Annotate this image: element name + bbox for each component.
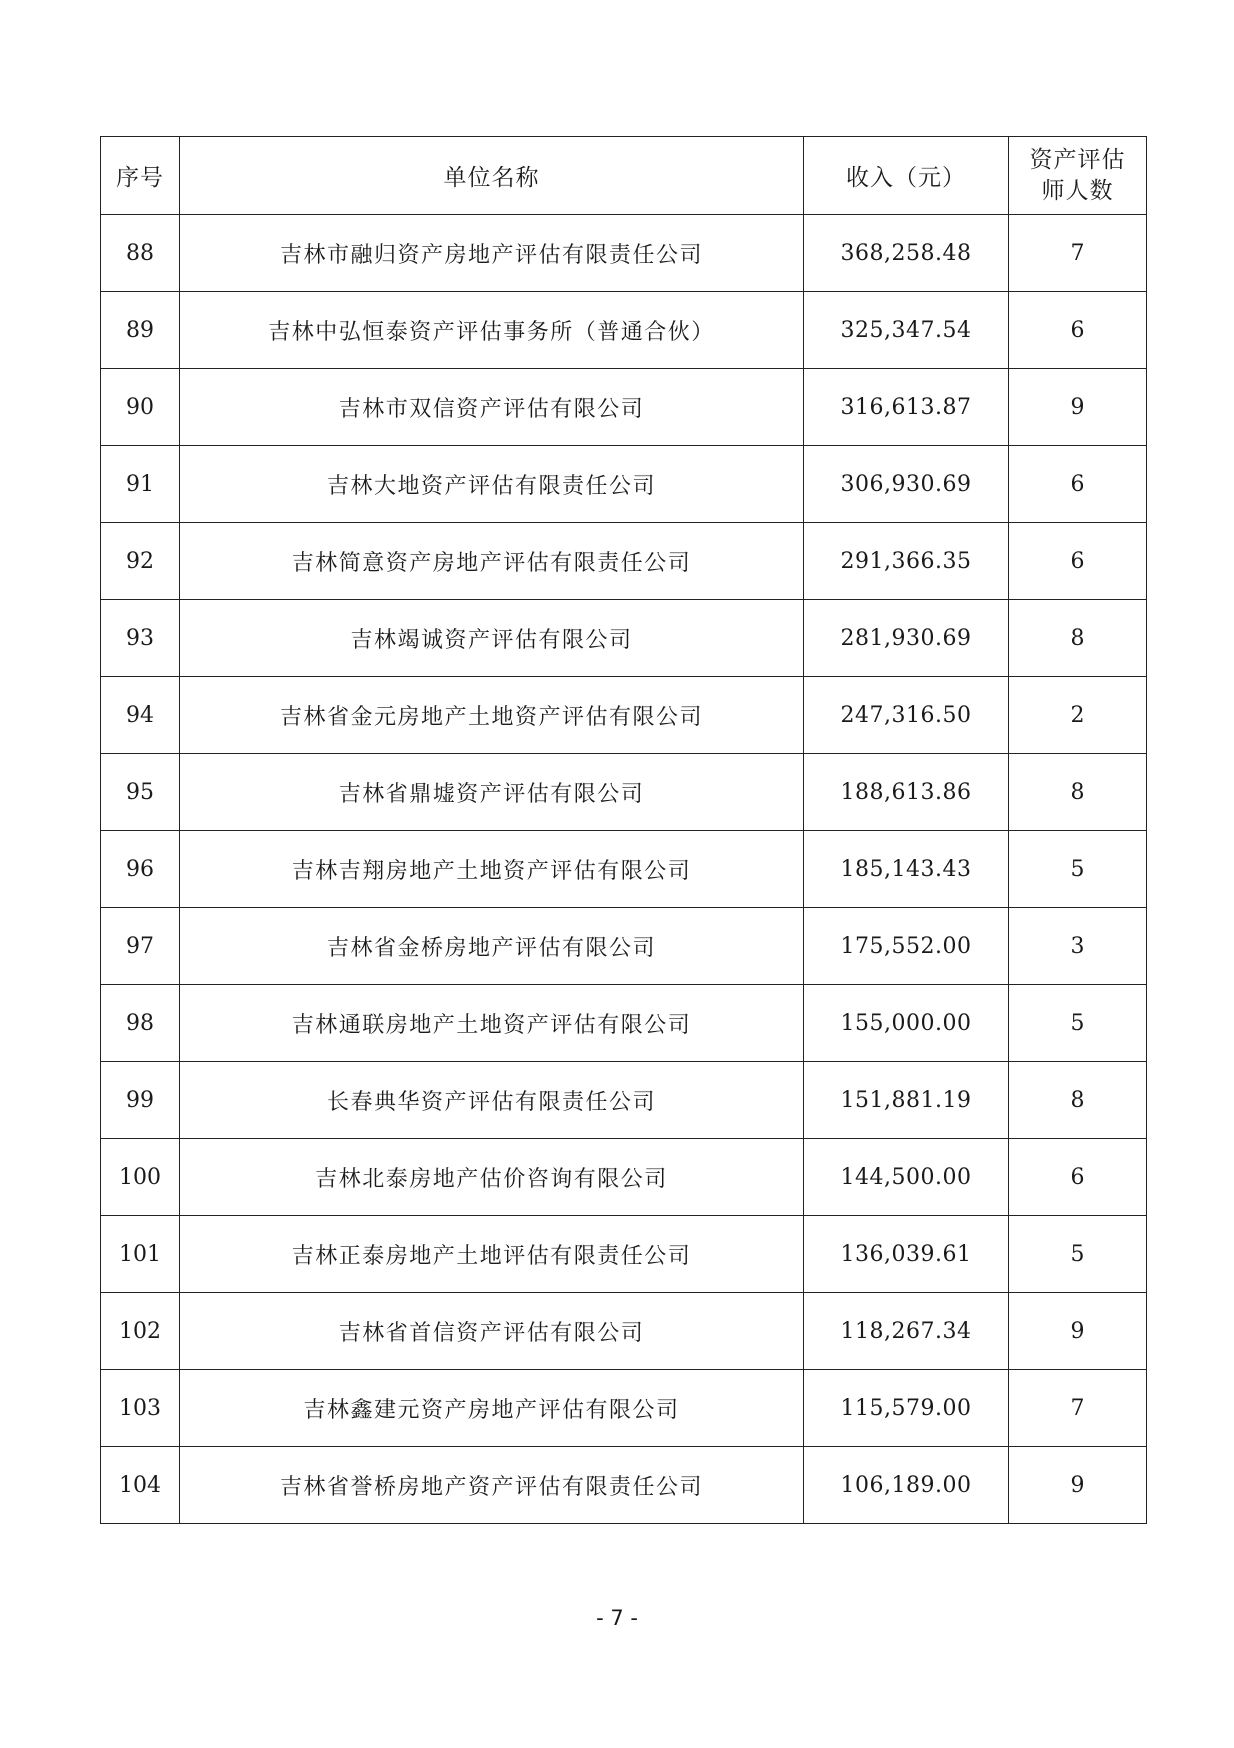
cell-company-name: 长春典华资产评估有限责任公司 [180,1062,804,1139]
table-row [101,600,1147,677]
table-row [101,677,1147,754]
cell-index: 89 [101,292,180,369]
table-body [101,215,1147,1524]
cell-income: 316,613.87 [804,369,1009,446]
appraisal-firm-table [100,136,1147,1524]
cell-appraiser-count: 9 [1009,1293,1147,1370]
cell-appraiser-count: 7 [1009,215,1147,292]
cell-appraiser-count: 6 [1009,1139,1147,1216]
cell-income: 106,189.00 [804,1447,1009,1524]
cell-appraiser-count: 5 [1009,985,1147,1062]
cell-appraiser-count: 8 [1009,1062,1147,1139]
header-appraiser-count [1009,137,1147,215]
cell-income: 136,039.61 [804,1216,1009,1293]
table-row [101,985,1147,1062]
cell-company-name: 吉林省金桥房地产评估有限公司 [180,908,804,985]
cell-company-name: 吉林市融归资产房地产评估有限责任公司 [180,215,804,292]
cell-index: 104 [101,1447,180,1524]
cell-income: 118,267.34 [804,1293,1009,1370]
cell-appraiser-count: 5 [1009,1216,1147,1293]
cell-income: 115,579.00 [804,1370,1009,1447]
cell-index: 100 [101,1139,180,1216]
cell-company-name: 吉林竭诚资产评估有限公司 [180,600,804,677]
cell-appraiser-count: 5 [1009,831,1147,908]
cell-index: 99 [101,1062,180,1139]
cell-income: 155,000.00 [804,985,1009,1062]
table-row [101,1139,1147,1216]
cell-appraiser-count: 8 [1009,754,1147,831]
cell-company-name: 吉林省金元房地产土地资产评估有限公司 [180,677,804,754]
cell-company-name: 吉林简意资产房地产评估有限责任公司 [180,523,804,600]
cell-company-name: 吉林吉翔房地产土地资产评估有限公司 [180,831,804,908]
cell-income: 175,552.00 [804,908,1009,985]
cell-income: 368,258.48 [804,215,1009,292]
header-index: 序号 [101,137,180,215]
cell-index: 88 [101,215,180,292]
table-row [101,1062,1147,1139]
cell-income: 144,500.00 [804,1139,1009,1216]
cell-appraiser-count: 8 [1009,600,1147,677]
cell-index: 94 [101,677,180,754]
cell-company-name: 吉林通联房地产土地资产评估有限公司 [180,985,804,1062]
cell-company-name: 吉林大地资产评估有限责任公司 [180,446,804,523]
cell-index: 101 [101,1216,180,1293]
cell-income: 188,613.86 [804,754,1009,831]
cell-appraiser-count: 6 [1009,523,1147,600]
cell-appraiser-count: 7 [1009,1370,1147,1447]
table-row [101,215,1147,292]
cell-appraiser-count: 2 [1009,677,1147,754]
cell-company-name: 吉林鑫建元资产房地产评估有限公司 [180,1370,804,1447]
cell-company-name: 吉林省鼎墟资产评估有限公司 [180,754,804,831]
cell-income: 291,366.35 [804,523,1009,600]
cell-income: 325,347.54 [804,292,1009,369]
cell-index: 103 [101,1370,180,1447]
cell-income: 247,316.50 [804,677,1009,754]
cell-index: 98 [101,985,180,1062]
table-header-row [101,137,1147,215]
cell-index: 96 [101,831,180,908]
header-appraiser-count-line1: 资产评估 [1029,146,1126,173]
table-row [101,754,1147,831]
table-row [101,369,1147,446]
cell-index: 102 [101,1293,180,1370]
cell-company-name: 吉林省誉桥房地产资产评估有限责任公司 [180,1447,804,1524]
cell-income: 185,143.43 [804,831,1009,908]
header-appraiser-count-line2: 师人数 [1041,177,1114,204]
cell-index: 95 [101,754,180,831]
cell-company-name: 吉林正泰房地产土地评估有限责任公司 [180,1216,804,1293]
cell-company-name: 吉林省首信资产评估有限公司 [180,1293,804,1370]
cell-appraiser-count: 9 [1009,369,1147,446]
cell-index: 92 [101,523,180,600]
header-name: 单位名称 [180,137,804,215]
cell-index: 90 [101,369,180,446]
cell-appraiser-count: 6 [1009,446,1147,523]
cell-appraiser-count: 6 [1009,292,1147,369]
cell-appraiser-count: 9 [1009,1447,1147,1524]
table-row [101,1216,1147,1293]
table-row [101,1293,1147,1370]
table-row [101,292,1147,369]
table-row [101,1370,1147,1447]
cell-company-name: 吉林中弘恒泰资产评估事务所（普通合伙） [180,292,804,369]
table-row [101,908,1147,985]
page-number: - 7 - [596,1606,638,1630]
table-row [101,831,1147,908]
cell-index: 97 [101,908,180,985]
cell-index: 91 [101,446,180,523]
table-row [101,1447,1147,1524]
cell-index: 93 [101,600,180,677]
table-row [101,446,1147,523]
cell-income: 306,930.69 [804,446,1009,523]
cell-company-name: 吉林市双信资产评估有限公司 [180,369,804,446]
cell-company-name: 吉林北泰房地产估价咨询有限公司 [180,1139,804,1216]
cell-income: 151,881.19 [804,1062,1009,1139]
table-row [101,523,1147,600]
cell-appraiser-count: 3 [1009,908,1147,985]
cell-income: 281,930.69 [804,600,1009,677]
header-income: 收入（元） [804,137,1009,215]
